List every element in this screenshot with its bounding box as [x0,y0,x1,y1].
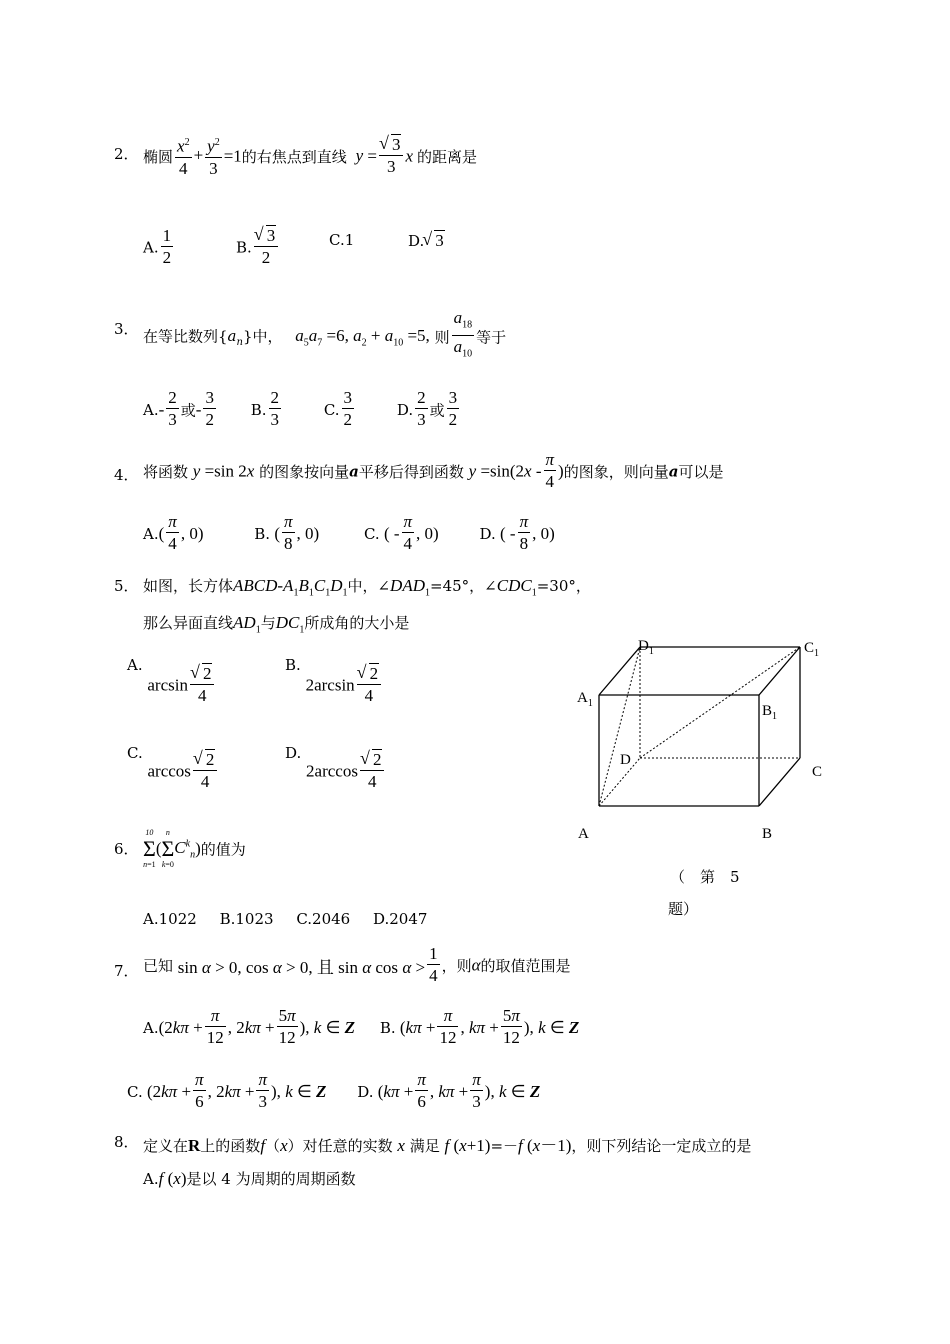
q4-options [143,512,555,555]
q6-options [143,910,427,928]
q3-option-c: C. $\frac{3}{2}$ [323,388,353,429]
q2-number: 2． [114,145,139,163]
q5-option-b: B. 2arcsin √ $\frac{2}{4}$ [285,656,383,707]
q2-text-2: 的右焦点到直线 [241,147,347,166]
q7-options-cd [127,1070,540,1113]
q2-option-d: D.√ 3 [408,231,445,251]
q4-option-b: B. ( $\frac{\pi}{8}$ , 0) [254,512,320,553]
label-D: D [620,752,631,768]
label-A1: $A_1$ [577,690,593,709]
label-B1: $B_1$ [762,703,778,722]
q2-stem: 椭圆 $\frac{x^2}{4}$ + $\frac{y^2}{3}$ =1的右焦点到直线 y = √ $\frac{3}{3}$ x 的距离是 [143,133,477,180]
cuboid-figure [560,630,840,860]
q5-line-1: 如图，长方体ABCD-$A_1B_1C_1D_1$中，$\angle DAD_1=45^\circ$，$\angle CDC_1=30^\circ$， [143,576,591,599]
q7-number: 7． [114,962,139,980]
q3-option-a: A.- $\frac{2}{3}$ 或- $\frac{3}{2}$ [143,388,214,429]
q2-text-3: 的距离是 [417,147,478,166]
label-B: B [762,826,773,842]
label-A: A [578,826,589,842]
q6-option-d: D.2047 [372,910,428,928]
q8-option-a: A.f (x)是以 4 为周期的周期函数 [143,1169,356,1188]
q8-stem: 定义在R上的函数f（x）对任意的实数 x 满足 f (x+1)=－f (x－1)，则下列结论一定成立的是 [143,1136,752,1155]
q2-option-a: A. $\frac{1}{2}$ [143,226,172,267]
q5-option-c: C. arccos √ $\frac{2}{4}$ [127,744,219,793]
q5-option-d: D. 2arccos √ $\frac{2}{4}$ [285,744,386,793]
q3-options [143,388,461,431]
q7-option-c: C. (2kπ + $\frac{\pi}{6}$ , 2kπ + $\frac{\pi}{3}$ ), k ∈ Z [127,1070,327,1111]
q4-option-a: A.( $\frac{\pi}{4}$ , 0) [143,512,204,553]
q5-number: 5． [114,577,139,595]
q2-text-1: 椭圆 [143,147,174,166]
q2-frac-y2-3: $\frac{y^2}{3}$ [205,133,222,180]
q6-option-b: B.1023 [219,910,274,928]
q4-stem: 将函数 y =sin 2x 的图象按向量a平移后得到函数 y =sin(2x - $\frac{\pi}{4}$ )的图象，则向量a可以是 [143,450,724,491]
q7-stem: 已知 sin α > 0, cos α > 0, 且 sin α cos α > $\frac{1}{4}$ ，则α的取值范围是 [143,944,571,985]
label-C1: $C_1$ [804,640,820,659]
q7-options-ab [143,1006,579,1049]
q2-frac-x2-4: $\frac{x^2}{4}$ [175,133,192,180]
q7-option-b: B. (kπ + $\frac{\pi}{12}$ , kπ + $\frac{5\pi}{12}$ ), k ∈ Z [379,1006,580,1047]
q4-number: 4． [114,466,139,484]
q3-number: 3． [114,320,139,338]
q2-option-c: C.1 [329,231,355,249]
q2-option-b: B. √ $\frac{3}{2}$ [236,226,280,269]
q6-option-c: C.2046 [296,910,351,928]
label-D1: $D_1$ [638,638,654,657]
q2-frac-sqrt3-3: √ $\frac{3}{3}$ [379,135,404,178]
q6-stem: 10 Σ n=1(n Σ $k=0C^k_n$)的值为 [143,828,246,869]
q3-option-d: D. $\frac{2}{3}$ 或 $\frac{3}{2}$ [396,388,458,429]
q5-line-2: 那么异面直线$AD_1$与$DC_1$所成角的大小是 [143,613,410,636]
q3-option-b: B. $\frac{2}{3}$ [250,388,280,429]
label-C: C [812,764,823,780]
q3-stem: 在等比数列$\{a_n\}$中， $a_5a_7 =6$, $a_2 + a_{10} =5$, 则 $\frac{a_{18}}{a_{10}}$ 等于 [143,308,507,360]
q5-option-a: A. arcsin √ $\frac{2}{4}$ [127,656,216,707]
q7-option-a: A.(2kπ + $\frac{\pi}{12}$ , 2kπ + $\frac{5\pi}{12}$ ), k ∈ Z [143,1006,356,1047]
figure-caption-2: 题） [668,900,699,918]
q6-option-a: A.1022 [143,910,197,928]
q4-option-d: D. ( - $\frac{\pi}{8}$ , 0) [479,512,555,553]
figure-caption-1: （ 第 5 [670,868,740,886]
q7-option-d: D. (kπ + $\frac{\pi}{6}$ , kπ + $\frac{\pi}{3}$ ), k ∈ Z [357,1070,541,1111]
q4-option-c: C. ( - $\frac{\pi}{4}$ , 0) [363,512,439,553]
q6-number: 6． [114,840,139,858]
q8-number: 8． [114,1133,139,1151]
